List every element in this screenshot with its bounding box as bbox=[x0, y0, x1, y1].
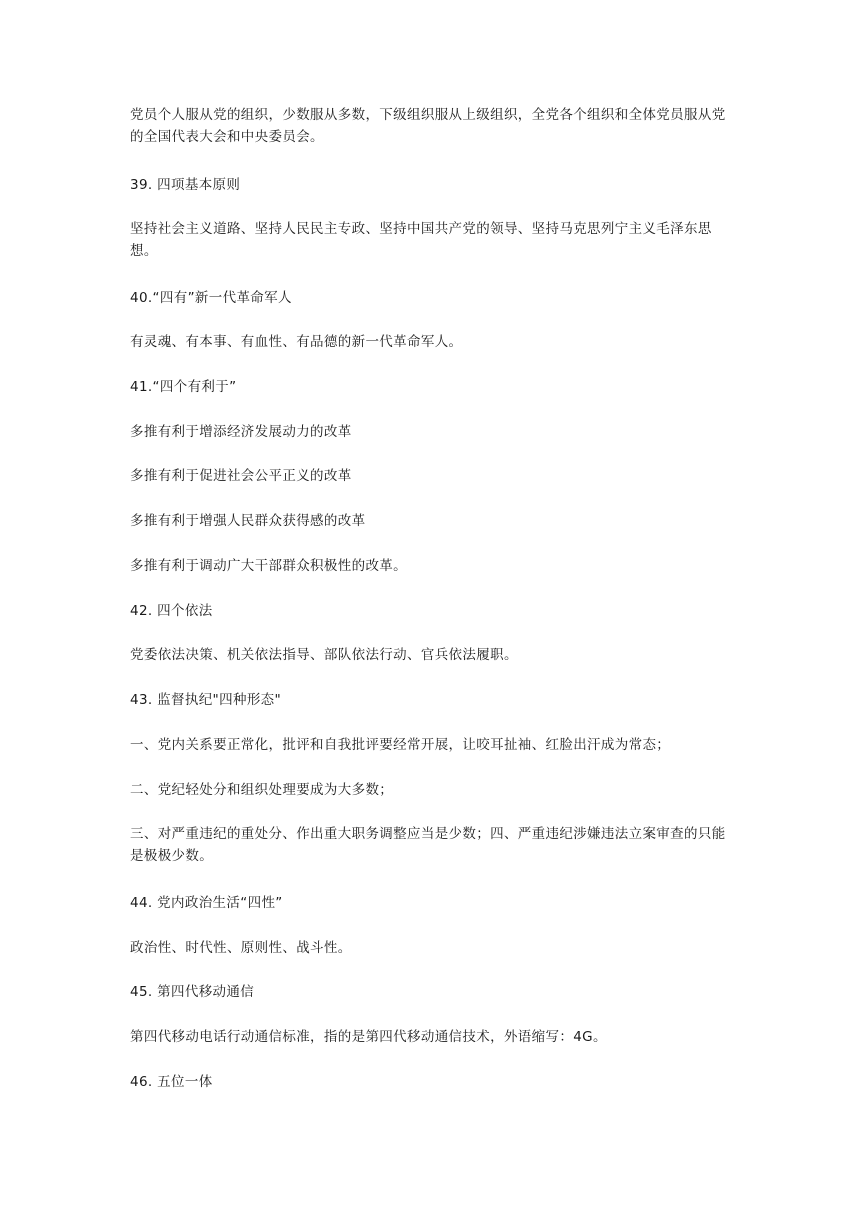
section-heading: 45. 第四代移动通信 bbox=[130, 984, 255, 1000]
section-heading: 42. 四个依法 bbox=[130, 603, 213, 619]
section-heading: 43. 监督执纪"四种形态" bbox=[130, 692, 282, 708]
paragraph: 多推有利于增强人民群众获得感的改革 bbox=[130, 513, 366, 529]
paragraph: 多推有利于调动广大干部群众积极性的改革。 bbox=[130, 558, 407, 574]
paragraph: 一、党内关系要正常化，批评和自我批评要经常开展，让咬耳扯袖、红脸出汗成为常态； bbox=[130, 737, 671, 753]
paragraph: 坚持社会主义道路、坚持人民民主专政、坚持中国共产党的领导、坚持马克思列宁主义毛泽东思想。 bbox=[130, 221, 712, 259]
paragraph: 多推有利于促进社会公平正义的改革 bbox=[130, 468, 352, 484]
paragraph: 二、党纪轻处分和组织处理要成为大多数； bbox=[130, 782, 394, 798]
paragraph: 多推有利于增添经济发展动力的改革 bbox=[130, 424, 352, 440]
section-heading: 46. 五位一体 bbox=[130, 1074, 213, 1090]
paragraph: 有灵魂、有本事、有血性、有品德的新一代革命军人。 bbox=[130, 334, 463, 350]
paragraph: 党委依法决策、机关依法指导、部队依法行动、官兵依法履职。 bbox=[130, 647, 518, 663]
paragraph: 三、对严重违纪的重处分、作出重大职务调整应当是少数；四、严重违纪涉嫌违法立案审查的只能是极极少数。 bbox=[130, 826, 726, 864]
paragraph: 第四代移动电话行动通信标准，指的是第四代移动通信技术，外语缩写：4G。 bbox=[130, 1029, 607, 1045]
section-heading: 40.“四有”新一代革命军人 bbox=[130, 290, 292, 306]
paragraph: 党员个人服从党的组织，少数服从多数，下级组织服从上级组织，全党各个组织和全体党员服从党的全国代表大会和中央委员会。 bbox=[130, 107, 726, 145]
section-heading: 44. 党内政治生活“四性” bbox=[130, 895, 283, 911]
paragraph: 政治性、时代性、原则性、战斗性。 bbox=[130, 940, 352, 956]
section-heading: 41.“四个有利于” bbox=[130, 379, 237, 395]
section-heading: 39. 四项基本原则 bbox=[130, 177, 241, 193]
